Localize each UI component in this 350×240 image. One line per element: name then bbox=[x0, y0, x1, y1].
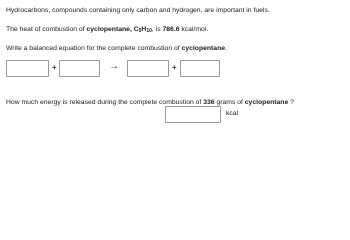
write-compound-name: cyclopentane bbox=[181, 45, 226, 52]
write-prefix: Write a balanced equation for the complete combustion of bbox=[6, 45, 182, 52]
question-middle: grams of bbox=[214, 99, 245, 106]
reactant-1-input[interactable] bbox=[6, 60, 49, 77]
question-prefix: How much energy is released during the complete combustion of bbox=[6, 99, 204, 106]
energy-unit-label: kcal bbox=[226, 110, 239, 117]
write-instruction bbox=[6, 45, 227, 52]
equation-row bbox=[6, 60, 226, 77]
energy-answer-row bbox=[165, 106, 265, 123]
question-mass: 336 bbox=[203, 99, 215, 106]
question-suffix: ? bbox=[288, 99, 294, 106]
formula-h-subscript: 10 bbox=[146, 28, 152, 34]
formula-c-subscript: 5 bbox=[138, 28, 142, 34]
heat-unit: kcal/mol. bbox=[179, 26, 209, 33]
heat-statement bbox=[6, 26, 208, 34]
intro-text: Hydrocarbons, compounds containing only carbon and hydrogen, are important in fuels. bbox=[6, 7, 270, 14]
question-compound-name: cyclopentane bbox=[244, 99, 289, 106]
product-1-input[interactable] bbox=[127, 60, 169, 77]
energy-question bbox=[6, 99, 294, 106]
formula-c: C bbox=[133, 26, 139, 33]
plus-sign-reactants: + bbox=[52, 63, 57, 72]
heat-prefix: The heat of combustion of bbox=[6, 26, 87, 33]
product-2-input[interactable] bbox=[180, 60, 220, 77]
heat-middle: , is bbox=[151, 26, 163, 33]
reaction-arrow-icon: → bbox=[109, 61, 119, 72]
heat-formula: , $C_5H_{10}$ bbox=[129, 26, 152, 34]
reactant-2-input[interactable] bbox=[59, 60, 100, 77]
formula-h: H bbox=[141, 26, 147, 33]
write-suffix: . bbox=[225, 45, 227, 52]
plus-sign-products: + bbox=[172, 63, 177, 72]
energy-input[interactable] bbox=[165, 106, 221, 123]
heat-value: 786.6 bbox=[162, 26, 180, 33]
heat-compound-name: cyclopentane bbox=[86, 26, 130, 33]
